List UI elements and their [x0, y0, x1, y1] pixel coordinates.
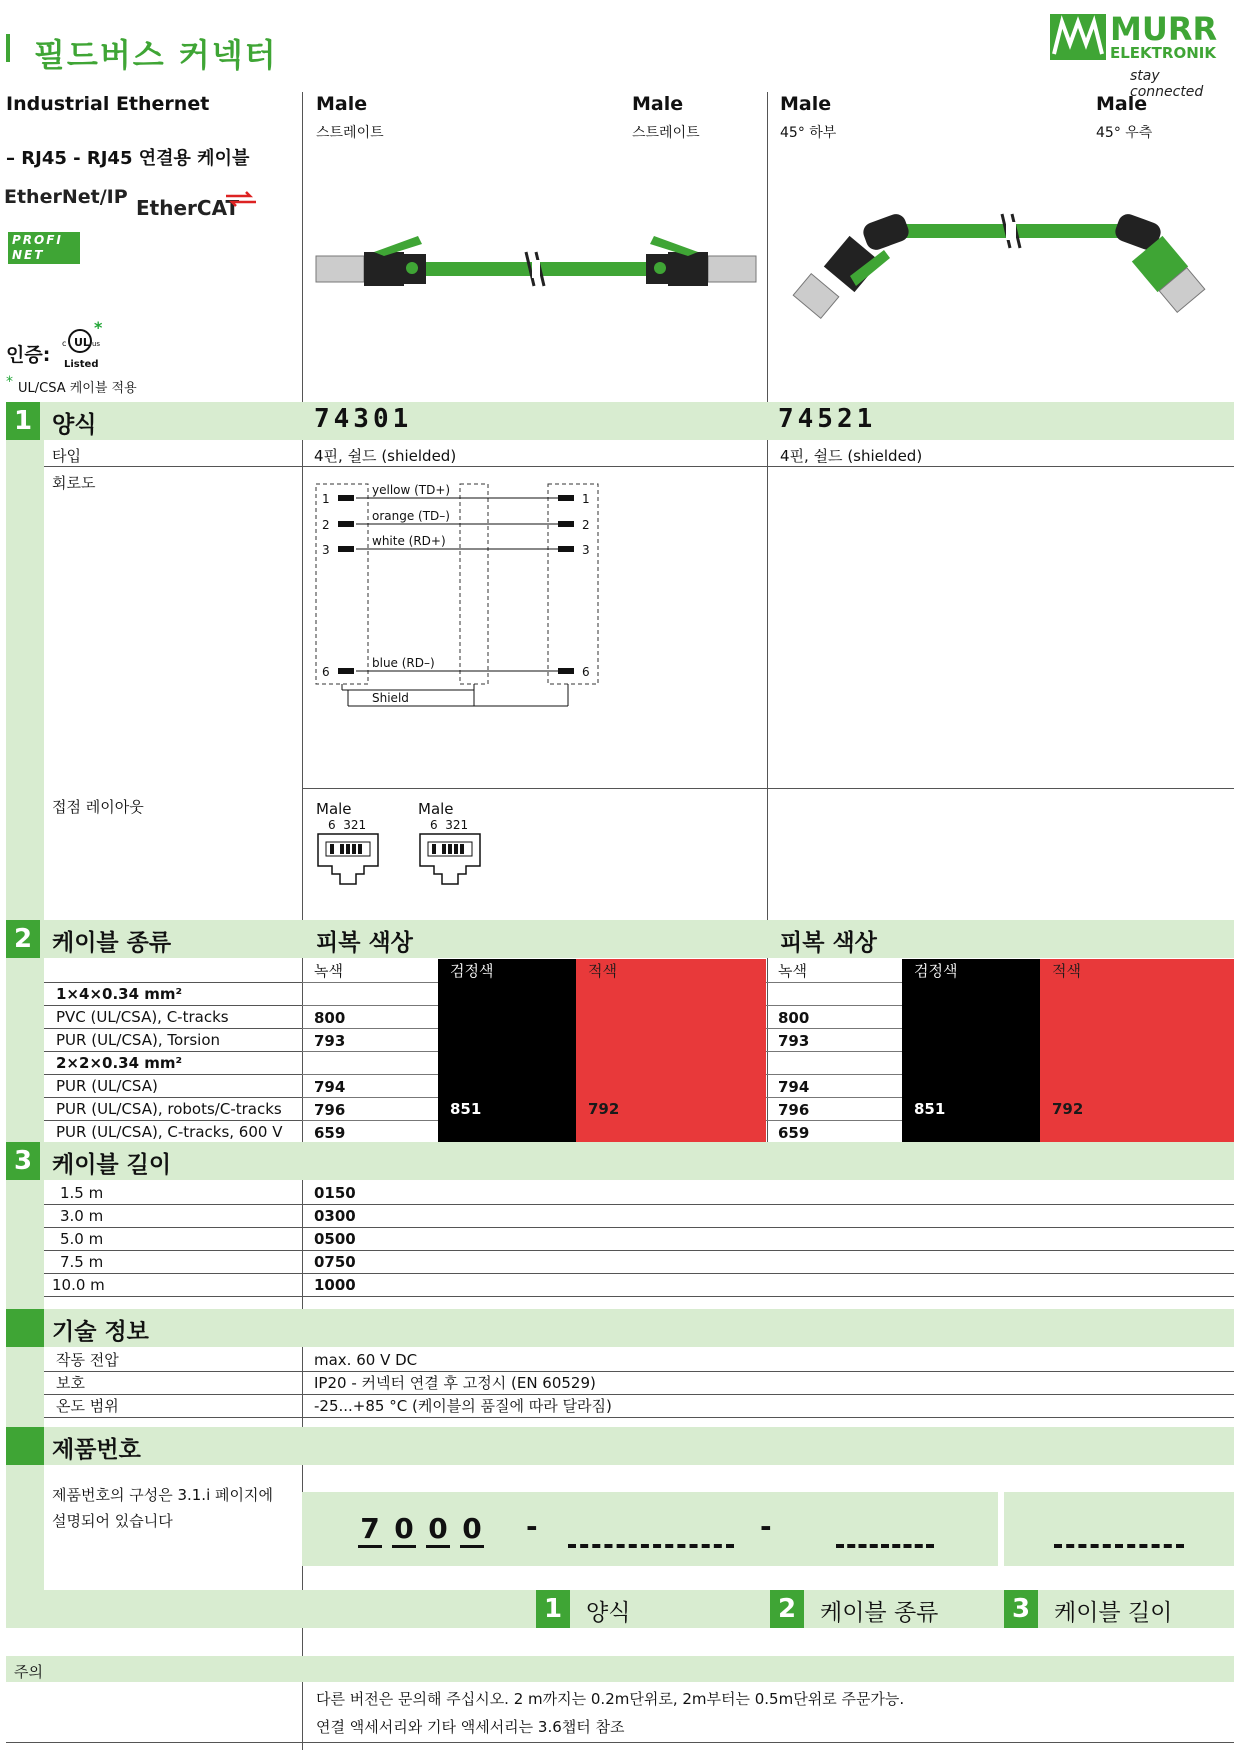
cable-code-cell [902, 1051, 1040, 1074]
partno-dash-1: - [526, 1510, 538, 1543]
cable-code-cell [576, 1074, 766, 1097]
brand-logo [1050, 10, 1235, 100]
row-divider [44, 1028, 302, 1029]
cable-code-cell: 851 [438, 1097, 576, 1120]
partno-desc-2: 설명되어 있습니다 [52, 1512, 173, 1530]
row-divider [44, 1417, 1234, 1418]
ethercat-arrow-icon [226, 192, 256, 206]
cable-code-cell [576, 982, 766, 1005]
subtitle: – RJ45 - RJ45 연결용 케이블 [6, 148, 250, 169]
cable-code-cell: 800 [302, 1005, 438, 1028]
partno-blank-2 [836, 1544, 934, 1548]
section3-title: 케이블 길이 [52, 1152, 172, 1178]
partno-digit: 0 [392, 1512, 416, 1548]
partno-digit: 0 [426, 1512, 450, 1548]
circuit-pin-right-6: 6 [582, 665, 590, 679]
partno-desc-1: 제품번호의 구성은 3.1.i 페이지에 [52, 1486, 273, 1504]
circuit-pin-right-3: 3 [582, 543, 590, 557]
row-divider [302, 788, 1234, 789]
cable-code-cell [1040, 1028, 1234, 1051]
contact-male-1-label: Male [316, 800, 352, 818]
brand-name-2: ELEKTRONIK [1110, 44, 1216, 62]
cable-type-table [44, 959, 1234, 1142]
bottom-rule [6, 1742, 1234, 1743]
tech-label: 보호 [56, 1374, 85, 1392]
circuit-pin-left-2: 2 [322, 518, 330, 532]
p1-end1-sub: 스트레이트 [316, 125, 384, 141]
cable-code-cell [576, 1120, 766, 1143]
notes-line-1: 다른 버전은 문의해 주십시오. 2 m까지는 0.2m단위로, 2m부터는 0.5m단위로 주문가능. [316, 1690, 905, 1708]
cable-row-label: PUR (UL/CSA), C-tracks, 600 V [56, 1123, 283, 1141]
length-code: 0500 [314, 1230, 356, 1248]
length-code: 0750 [314, 1253, 356, 1271]
color-header-black: 검정색 [438, 959, 576, 982]
partno-label-1-num: 1 [536, 1590, 570, 1628]
tech-label: 작동 전압 [56, 1351, 119, 1369]
length-code: 1000 [314, 1276, 356, 1294]
partno-label-1-text: 양식 [586, 1600, 631, 1626]
circuit-wire-1: yellow (TD+) [372, 483, 451, 497]
section3-header-bg [6, 1142, 1234, 1180]
circuit-label: 회로도 [52, 474, 96, 492]
svg-text:UL: UL [74, 336, 90, 349]
svg-text:us: us [92, 340, 101, 348]
p1-end2-sub: 스트레이트 [632, 125, 700, 141]
length-table [44, 1181, 1234, 1311]
contact-male-2-label: Male [418, 800, 454, 818]
cable-code-cell [902, 982, 1040, 1005]
partno-blank-1 [568, 1544, 734, 1548]
color-header-black: 검정색 [902, 959, 1040, 982]
length-code: 0300 [314, 1207, 356, 1225]
page-title: 필드버스 커넥터 [34, 36, 278, 74]
circuit-wire-4: blue (RD–) [372, 656, 435, 670]
circuit-wire-3: white (RD+) [372, 534, 446, 548]
partno-code-bg-2 [1004, 1492, 1234, 1566]
cable-code-cell [438, 1028, 576, 1051]
p2-code: 74521 [778, 404, 877, 434]
cable-code-cell [438, 1005, 576, 1028]
partno-title: 제품번호 [52, 1437, 141, 1463]
section2-header-bg [6, 920, 1234, 958]
cable-code-cell: 793 [766, 1028, 902, 1051]
tech-value: IP20 - 커넥터 연결 후 고정시 (EN 60529) [314, 1374, 596, 1392]
section2-number: 2 [6, 920, 40, 958]
murr-logo-icon [1050, 14, 1106, 60]
partno-label-2-text: 케이블 종류 [820, 1600, 939, 1626]
row-divider [44, 1097, 302, 1098]
length-label: 1.5 m [60, 1184, 104, 1202]
tech-marker [6, 1309, 44, 1347]
cable-code-cell: 659 [302, 1120, 438, 1143]
cable-code-cell [302, 982, 438, 1005]
row-divider [44, 1074, 302, 1075]
notes-line-2: 연결 액세서리와 기타 액세서리는 3.6챕터 참조 [316, 1718, 625, 1736]
tech-value: max. 60 V DC [314, 1351, 418, 1369]
color-header-green: 녹색 [314, 962, 343, 980]
tech-header-bg [6, 1309, 1234, 1347]
ul-asterisk: * [94, 318, 103, 337]
partno-digit: 0 [460, 1512, 484, 1548]
svg-text:c: c [62, 339, 67, 348]
partno-header-bg [6, 1427, 1234, 1465]
cable-code-cell [902, 1074, 1040, 1097]
p2-end2-sub: 45° 우측 [1096, 125, 1153, 141]
rj45-socket-icon [418, 832, 484, 892]
color-header-red: 적색 [1040, 959, 1234, 982]
cable-code-cell [1040, 982, 1234, 1005]
cable-code-cell [576, 1028, 766, 1051]
circuit-diagram [312, 476, 602, 710]
ul-listed: Listed [64, 359, 99, 370]
contact-male-1 [316, 800, 388, 896]
ul-note-asterisk: * [6, 374, 13, 390]
circuit-pin-right-2: 2 [582, 518, 590, 532]
cable-row-label: 2×2×0.34 mm² [56, 1054, 183, 1072]
cable-code-cell [1040, 1120, 1234, 1143]
cable-code-cell: 794 [302, 1074, 438, 1097]
cable-code-cell [438, 982, 576, 1005]
contact-male-1-pins: 6 321 [328, 818, 367, 832]
cable-code-cell [1040, 1051, 1234, 1074]
color-header-red: 적색 [576, 959, 766, 982]
cert-label: 인증: [6, 344, 51, 366]
length-label: 5.0 m [60, 1230, 104, 1248]
cable-row-label: PUR (UL/CSA), Torsion [56, 1031, 221, 1049]
p1-end2-label: Male [632, 93, 684, 115]
profinet-logo: PROFI NET [8, 232, 80, 264]
cable-code-cell: 800 [766, 1005, 902, 1028]
cable-code-cell [902, 1120, 1040, 1143]
rj45-socket-icon [316, 832, 382, 892]
row-divider [44, 1051, 302, 1052]
row-divider [44, 466, 1234, 467]
cable-code-cell [438, 1074, 576, 1097]
category-title: Industrial Ethernet [6, 93, 210, 115]
color-header-green: 녹색 [778, 962, 807, 980]
cable-code-cell [438, 1051, 576, 1074]
cable-row-label: PUR (UL/CSA) [56, 1077, 158, 1095]
circuit-wire-2: orange (TD–) [372, 509, 450, 523]
cable-code-cell: 794 [766, 1074, 902, 1097]
cable-code-cell [902, 1005, 1040, 1028]
length-label: 3.0 m [60, 1207, 104, 1225]
ul-logo-icon [62, 328, 101, 358]
length-label: 7.5 m [60, 1253, 104, 1271]
section1-title: 양식 [52, 412, 97, 438]
row-divider [44, 1005, 302, 1006]
notes-header-bg [6, 1656, 1234, 1682]
cable-row-label: 1×4×0.34 mm² [56, 985, 183, 1003]
cable-code-cell [902, 1028, 1040, 1051]
row-divider [44, 1120, 302, 1121]
p2-type: 4핀, 쉴드 (shielded) [780, 447, 923, 465]
p2-end1-sub: 45° 하부 [780, 125, 837, 141]
p2-color-header: 피복 색상 [780, 930, 877, 956]
type-label: 타입 [52, 447, 81, 465]
cable-code-cell [576, 1051, 766, 1074]
cable-code-cell: 792 [1040, 1097, 1234, 1120]
row-divider [44, 1296, 1234, 1297]
cable-row-label: PUR (UL/CSA), robots/C-tracks [56, 1100, 282, 1118]
length-code: 0150 [314, 1184, 356, 1202]
partno-digit: 7 [358, 1512, 382, 1548]
circuit-pin-left-6: 6 [322, 665, 330, 679]
partno-label-3-text: 케이블 길이 [1054, 1600, 1173, 1626]
brand-tagline: stay connected [1130, 68, 1204, 100]
cable-code-cell: 851 [902, 1097, 1040, 1120]
notes-label: 주의 [14, 1663, 43, 1681]
section2-title: 케이블 종류 [52, 930, 172, 956]
ul-note: UL/CSA 케이블 적용 [18, 381, 137, 396]
p2-end1-label: Male [780, 93, 832, 115]
product-image-straight [314, 230, 758, 310]
section3-number: 3 [6, 1142, 40, 1180]
tech-label: 온도 범위 [56, 1397, 119, 1415]
row-divider [44, 982, 302, 983]
cable-code-cell [766, 982, 902, 1005]
cable-code-cell: 793 [302, 1028, 438, 1051]
circuit-shield: Shield [372, 691, 409, 705]
partno-blank-3 [1054, 1544, 1184, 1548]
tech-value: -25...+85 °C (케이블의 품질에 따라 달라짐) [314, 1397, 612, 1415]
brand-name: MURR [1110, 10, 1218, 48]
partno-label-3-num: 3 [1004, 1590, 1038, 1628]
cable-code-cell: 796 [766, 1097, 902, 1120]
circuit-pin-left-1: 1 [322, 492, 330, 506]
section1-header-bg [6, 402, 1234, 440]
product-image-45deg [780, 196, 1226, 336]
contact-male-2 [418, 800, 490, 896]
p1-end1-label: Male [316, 93, 368, 115]
tech-table [44, 1348, 1234, 1426]
cable-code-cell [576, 1005, 766, 1028]
ethernet-ip-logo: EtherNet/IP [4, 186, 128, 208]
cable-code-cell [766, 1051, 902, 1074]
cable-code-cell [438, 1120, 576, 1143]
cable-row-label: PVC (UL/CSA), C-tracks [56, 1008, 229, 1026]
contact-male-2-pins: 6 321 [430, 818, 469, 832]
ethercat-logo: EtherCAT [136, 196, 240, 220]
p1-color-header: 피복 색상 [316, 930, 413, 956]
cable-code-cell: 659 [766, 1120, 902, 1143]
section1-number: 1 [6, 402, 40, 440]
cable-code-cell [302, 1051, 438, 1074]
cable-code-cell: 792 [576, 1097, 766, 1120]
p1-code: 74301 [314, 404, 413, 434]
contact-layout-label: 접점 레이아웃 [52, 798, 144, 816]
cable-code-cell [1040, 1074, 1234, 1097]
title-bar-accent [6, 34, 10, 62]
partno-dash-2: - [760, 1510, 772, 1543]
circuit-pin-right-1: 1 [582, 492, 590, 506]
partno-marker [6, 1427, 44, 1465]
length-label: 10.0 m [52, 1276, 105, 1294]
tech-title: 기술 정보 [52, 1319, 149, 1345]
p1-type: 4핀, 쉴드 (shielded) [314, 447, 457, 465]
cable-code-cell: 796 [302, 1097, 438, 1120]
partno-label-2-num: 2 [770, 1590, 804, 1628]
cable-code-cell [1040, 1005, 1234, 1028]
p2-end2-label: Male [1096, 93, 1148, 115]
circuit-pin-left-3: 3 [322, 543, 330, 557]
